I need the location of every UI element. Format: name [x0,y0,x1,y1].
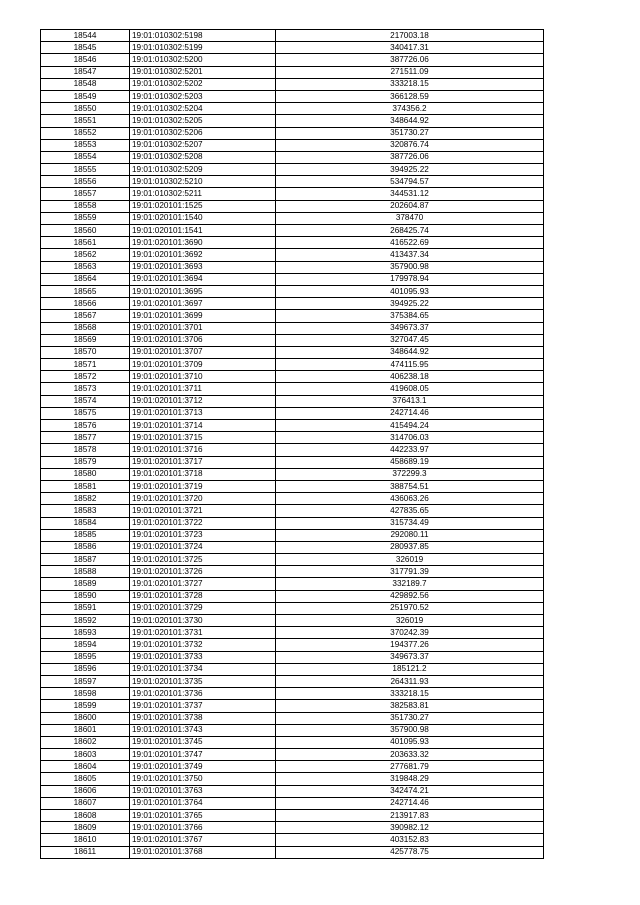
row-number: 18603 [41,749,130,761]
table-row [41,200,544,212]
cadastral-number: 19:01:020101:3722 [130,517,276,529]
cadastral-value: 314706.03 [276,432,544,444]
table-row [41,103,544,115]
table-row [41,383,544,395]
row-number: 18596 [41,663,130,675]
table-row [41,773,544,785]
cadastral-number: 19:01:010302:5200 [130,54,276,66]
table-row [41,541,544,553]
row-number: 18582 [41,493,130,505]
table-row [41,188,544,200]
row-number: 18578 [41,444,130,456]
row-number: 18550 [41,103,130,115]
cadastral-number: 19:01:020101:3697 [130,298,276,310]
table-row [41,493,544,505]
cadastral-number: 19:01:020101:3738 [130,712,276,724]
row-number: 18567 [41,310,130,322]
row-number: 18588 [41,566,130,578]
row-number: 18587 [41,554,130,566]
row-number: 18563 [41,261,130,273]
cadastral-number: 19:01:020101:1541 [130,225,276,237]
table-row [41,371,544,383]
cadastral-value: 425778.75 [276,846,544,858]
table-row [41,261,544,273]
cadastral-value: 351730.27 [276,127,544,139]
cadastral-number: 19:01:020101:3768 [130,846,276,858]
cadastral-value: 388754.51 [276,480,544,492]
cadastral-number: 19:01:020101:3721 [130,505,276,517]
cadastral-number: 19:01:010302:5211 [130,188,276,200]
row-number: 18609 [41,822,130,834]
table-row [41,663,544,675]
cadastral-value: 194377.26 [276,639,544,651]
row-number: 18594 [41,639,130,651]
cadastral-value: 327047.45 [276,334,544,346]
table-row [41,480,544,492]
table-row [41,456,544,468]
cadastral-number: 19:01:010302:5198 [130,30,276,42]
cadastral-value: 342474.21 [276,785,544,797]
row-number: 18604 [41,761,130,773]
table-row [41,78,544,90]
row-number: 18572 [41,371,130,383]
cadastral-value: 340417.31 [276,42,544,54]
row-number: 18584 [41,517,130,529]
table-row [41,139,544,151]
row-number: 18571 [41,359,130,371]
row-number: 18558 [41,200,130,212]
cadastral-number: 19:01:020101:3714 [130,420,276,432]
cadastral-value: 415494.24 [276,420,544,432]
cadastral-number: 19:01:020101:3730 [130,615,276,627]
cadastral-value: 406238.18 [276,371,544,383]
cadastral-value: 387726.06 [276,54,544,66]
cadastral-number: 19:01:020101:3766 [130,822,276,834]
table-row [41,566,544,578]
table-row [41,468,544,480]
row-number: 18611 [41,846,130,858]
cadastral-value: 394925.22 [276,298,544,310]
cadastral-value: 317791.39 [276,566,544,578]
row-number: 18591 [41,602,130,614]
table-row [41,724,544,736]
cadastral-number: 19:01:020101:3707 [130,346,276,358]
table-row [41,298,544,310]
cadastral-number: 19:01:010302:5199 [130,42,276,54]
cadastral-number: 19:01:020101:3711 [130,383,276,395]
cadastral-number: 19:01:020101:3719 [130,480,276,492]
row-number: 18566 [41,298,130,310]
cadastral-number: 19:01:020101:3735 [130,675,276,687]
cadastral-number: 19:01:020101:3725 [130,554,276,566]
row-number: 18579 [41,456,130,468]
row-number: 18605 [41,773,130,785]
cadastral-value: 326019 [276,554,544,566]
cadastral-value: 203633.32 [276,749,544,761]
cadastral-number: 19:01:020101:3720 [130,493,276,505]
row-number: 18581 [41,480,130,492]
table-row [41,285,544,297]
cadastral-number: 19:01:020101:3727 [130,578,276,590]
table-row [41,736,544,748]
cadastral-number: 19:01:020101:3736 [130,688,276,700]
row-number: 18556 [41,176,130,188]
cadastral-number: 19:01:020101:3713 [130,407,276,419]
row-number: 18576 [41,420,130,432]
cadastral-value: 403152.83 [276,834,544,846]
row-number: 18589 [41,578,130,590]
cadastral-number: 19:01:020101:3728 [130,590,276,602]
row-number: 18600 [41,712,130,724]
cadastral-number: 19:01:020101:3723 [130,529,276,541]
cadastral-value: 419608.05 [276,383,544,395]
cadastral-number: 19:01:020101:1540 [130,212,276,224]
cadastral-number: 19:01:010302:5205 [130,115,276,127]
cadastral-number: 19:01:020101:3699 [130,310,276,322]
row-number: 18575 [41,407,130,419]
cadastral-value: 534794.57 [276,176,544,188]
table-row [41,42,544,54]
cadastral-number: 19:01:020101:3737 [130,700,276,712]
cadastral-value: 202604.87 [276,200,544,212]
cadastral-value: 242714.46 [276,797,544,809]
cadastral-number: 19:01:020101:3743 [130,724,276,736]
cadastral-number: 19:01:020101:3710 [130,371,276,383]
row-number: 18559 [41,212,130,224]
cadastral-value: 349673.37 [276,651,544,663]
cadastral-value: 394925.22 [276,164,544,176]
cadastral-value: 390982.12 [276,822,544,834]
table-body [41,30,544,859]
table-row [41,225,544,237]
table-row [41,578,544,590]
row-number: 18569 [41,334,130,346]
cadastral-value: 378470 [276,212,544,224]
table-row [41,164,544,176]
cadastral-number: 19:01:020101:3767 [130,834,276,846]
cadastral-number: 19:01:020101:3693 [130,261,276,273]
cadastral-value: 332189.7 [276,578,544,590]
cadastral-value: 427835.65 [276,505,544,517]
table-row [41,420,544,432]
table-row [41,810,544,822]
row-number: 18561 [41,237,130,249]
cadastral-value: 436063.26 [276,493,544,505]
table-row [41,602,544,614]
cadastral-value: 277681.79 [276,761,544,773]
table-row [41,334,544,346]
table-row [41,310,544,322]
cadastral-number: 19:01:010302:5203 [130,90,276,102]
row-number: 18552 [41,127,130,139]
cadastral-number: 19:01:020101:3724 [130,541,276,553]
table-row [41,212,544,224]
cadastral-number: 19:01:020101:3765 [130,810,276,822]
row-number: 18602 [41,736,130,748]
table-row [41,273,544,285]
row-number: 18586 [41,541,130,553]
cadastral-value: 357900.98 [276,261,544,273]
cadastral-number: 19:01:020101:3694 [130,273,276,285]
row-number: 18580 [41,468,130,480]
cadastral-number: 19:01:020101:3732 [130,639,276,651]
cadastral-value: 387726.06 [276,151,544,163]
table-row [41,651,544,663]
table-row [41,249,544,261]
cadastral-value: 375384.65 [276,310,544,322]
cadastral-value: 374356.2 [276,103,544,115]
table-row [41,395,544,407]
row-number: 18595 [41,651,130,663]
table-row [41,151,544,163]
table-row [41,505,544,517]
cadastral-value: 416522.69 [276,237,544,249]
row-number: 18590 [41,590,130,602]
table-row [41,590,544,602]
cadastral-number: 19:01:020101:3701 [130,322,276,334]
row-number: 18564 [41,273,130,285]
cadastral-value: 271511.09 [276,66,544,78]
cadastral-value: 458689.19 [276,456,544,468]
cadastral-value: 264311.93 [276,675,544,687]
row-number: 18555 [41,164,130,176]
cadastral-number: 19:01:010302:5209 [130,164,276,176]
cadastral-value: 351730.27 [276,712,544,724]
cadastral-value: 268425.74 [276,225,544,237]
cadastral-value: 251970.52 [276,602,544,614]
table-row [41,176,544,188]
row-number: 18553 [41,139,130,151]
table-row [41,615,544,627]
cadastral-value: 442233.97 [276,444,544,456]
cadastral-value: 344531.12 [276,188,544,200]
table-row [41,90,544,102]
cadastral-number: 19:01:020101:3712 [130,395,276,407]
table-row [41,115,544,127]
cadastral-value: 376413.1 [276,395,544,407]
row-number: 18573 [41,383,130,395]
cadastral-number: 19:01:020101:3763 [130,785,276,797]
cadastral-value: 348644.92 [276,346,544,358]
cadastral-value: 349673.37 [276,322,544,334]
table-row [41,517,544,529]
table-row [41,444,544,456]
cadastral-value: 280937.85 [276,541,544,553]
row-number: 18557 [41,188,130,200]
table-row [41,359,544,371]
cadastral-number: 19:01:020101:3726 [130,566,276,578]
table-row [41,785,544,797]
row-number: 18545 [41,42,130,54]
cadastral-value: 370242.39 [276,627,544,639]
table-row [41,822,544,834]
row-number: 18562 [41,249,130,261]
cadastral-value: 413437.34 [276,249,544,261]
cadastral-number: 19:01:020101:3750 [130,773,276,785]
table-row [41,127,544,139]
cadastral-value: 315734.49 [276,517,544,529]
row-number: 18568 [41,322,130,334]
cadastral-value: 372299.3 [276,468,544,480]
row-number: 18554 [41,151,130,163]
row-number: 18601 [41,724,130,736]
cadastral-number: 19:01:020101:3695 [130,285,276,297]
cadastral-value: 429892.56 [276,590,544,602]
cadastral-number: 19:01:020101:3715 [130,432,276,444]
row-number: 18547 [41,66,130,78]
cadastral-value: 357900.98 [276,724,544,736]
cadastral-value: 401095.93 [276,285,544,297]
row-number: 18610 [41,834,130,846]
cadastral-number: 19:01:010302:5208 [130,151,276,163]
cadastral-number: 19:01:010302:5204 [130,103,276,115]
row-number: 18548 [41,78,130,90]
table-row [41,30,544,42]
table-row [41,846,544,858]
table-row [41,322,544,334]
cadastral-value: 217003.18 [276,30,544,42]
row-number: 18565 [41,285,130,297]
cadastral-number: 19:01:020101:3747 [130,749,276,761]
cadastral-number: 19:01:020101:3717 [130,456,276,468]
row-number: 18599 [41,700,130,712]
cadastral-number: 19:01:020101:3718 [130,468,276,480]
table-row [41,675,544,687]
cadastral-value: 401095.93 [276,736,544,748]
row-number: 18574 [41,395,130,407]
table-row [41,554,544,566]
cadastral-number: 19:01:010302:5201 [130,66,276,78]
row-number: 18560 [41,225,130,237]
cadastral-number: 19:01:020101:3764 [130,797,276,809]
cadastral-number: 19:01:020101:3729 [130,602,276,614]
cadastral-value: 292080.11 [276,529,544,541]
table-row [41,749,544,761]
cadastral-number: 19:01:020101:3734 [130,663,276,675]
row-number: 18607 [41,797,130,809]
cadastral-number: 19:01:020101:3731 [130,627,276,639]
row-number: 18549 [41,90,130,102]
row-number: 18583 [41,505,130,517]
table-row [41,529,544,541]
cadastral-number: 19:01:020101:3690 [130,237,276,249]
cadastral-number: 19:01:020101:3716 [130,444,276,456]
row-number: 18570 [41,346,130,358]
table-row [41,834,544,846]
cadastral-value: 179978.94 [276,273,544,285]
row-number: 18544 [41,30,130,42]
table-row [41,346,544,358]
row-number: 18597 [41,675,130,687]
cadastral-number: 19:01:020101:3709 [130,359,276,371]
cadastral-value: 242714.46 [276,407,544,419]
cadastral-number: 19:01:020101:3745 [130,736,276,748]
table-row [41,797,544,809]
cadastral-value: 366128.59 [276,90,544,102]
table-row [41,712,544,724]
cadastral-number: 19:01:020101:3749 [130,761,276,773]
row-number: 18598 [41,688,130,700]
data-table [40,29,544,859]
cadastral-value: 213917.83 [276,810,544,822]
cadastral-value: 326019 [276,615,544,627]
cadastral-value: 333218.15 [276,78,544,90]
cadastral-value: 185121.2 [276,663,544,675]
row-number: 18608 [41,810,130,822]
row-number: 18551 [41,115,130,127]
cadastral-value: 320876.74 [276,139,544,151]
table-row [41,237,544,249]
table-row [41,700,544,712]
table-row [41,432,544,444]
cadastral-number: 19:01:020101:3692 [130,249,276,261]
table-row [41,66,544,78]
cadastral-number: 19:01:010302:5210 [130,176,276,188]
table-row [41,639,544,651]
table-row [41,407,544,419]
table-row [41,54,544,66]
row-number: 18606 [41,785,130,797]
cadastral-value: 333218.15 [276,688,544,700]
cadastral-number: 19:01:020101:3733 [130,651,276,663]
cadastral-value: 474115.95 [276,359,544,371]
cadastral-value: 319848.29 [276,773,544,785]
cadastral-number: 19:01:010302:5202 [130,78,276,90]
row-number: 18546 [41,54,130,66]
table-row [41,688,544,700]
row-number: 18592 [41,615,130,627]
cadastral-number: 19:01:010302:5207 [130,139,276,151]
row-number: 18577 [41,432,130,444]
cadastral-value: 382583.81 [276,700,544,712]
cadastral-number: 19:01:020101:1525 [130,200,276,212]
table-row [41,761,544,773]
row-number: 18593 [41,627,130,639]
row-number: 18585 [41,529,130,541]
cadastral-number: 19:01:010302:5206 [130,127,276,139]
table-row [41,627,544,639]
cadastral-number: 19:01:020101:3706 [130,334,276,346]
cadastral-value: 348644.92 [276,115,544,127]
